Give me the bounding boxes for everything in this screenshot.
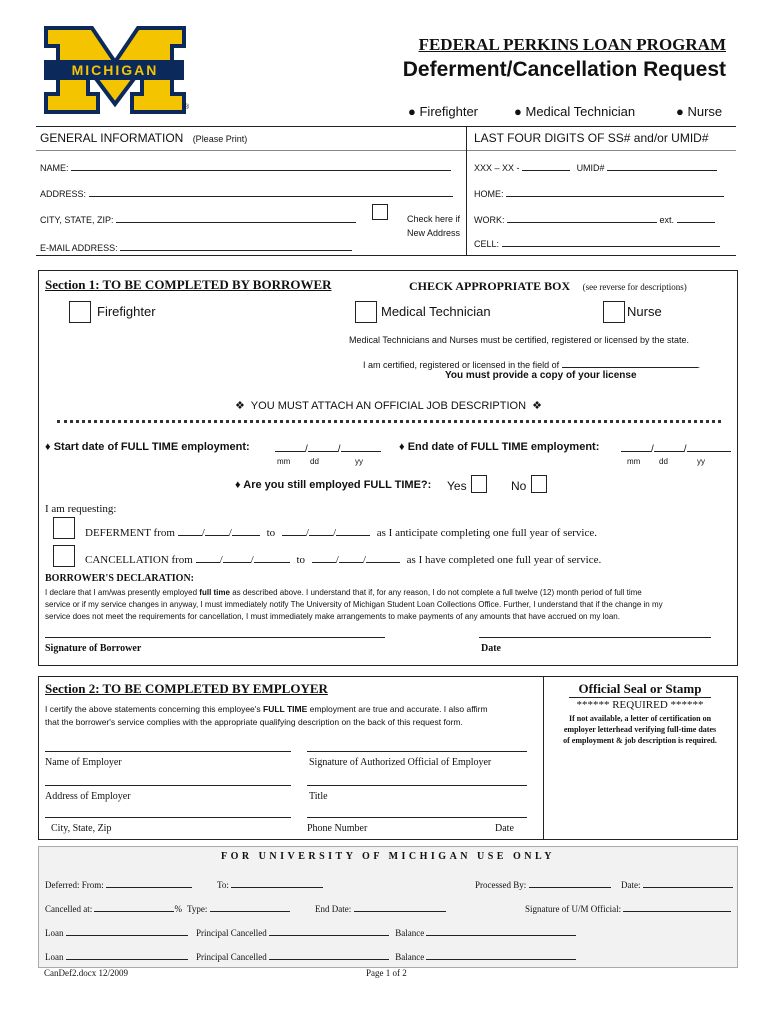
certification-note: Medical Technicians and Nurses must be certified, registered or licensed by the state.: [349, 335, 690, 345]
employer-address-line[interactable]: [45, 785, 291, 786]
office-use-title: FOR UNIVERSITY OF MICHIGAN USE ONLY: [221, 851, 555, 862]
form-title: Deferment/Cancellation Request: [402, 58, 726, 81]
end-dd: dd: [659, 457, 668, 466]
title-label: Title: [309, 791, 328, 802]
loan-row-2[interactable]: Loan Principal Cancelled Balance: [45, 949, 576, 962]
diamond-bullet-icon: ♦: [399, 441, 405, 453]
bullet-icon: ●: [514, 104, 522, 119]
home-phone-field[interactable]: HOME:: [474, 186, 724, 199]
attach-job-description: ❖ YOU MUST ATTACH AN OFFICIAL JOB DESCRIPTION ❖: [235, 400, 543, 412]
borrower-date-line[interactable]: [479, 637, 711, 638]
declaration-title: BORROWER'S DECLARATION:: [45, 573, 194, 584]
loan-row-1[interactable]: Loan Principal Cancelled Balance: [45, 925, 576, 938]
ssn-title: LAST FOUR DIGITS OF SS# and/or UMID#: [474, 131, 709, 145]
section-1-box: [38, 270, 738, 666]
um-official-signature-field[interactable]: Signature of U/M Official:: [525, 901, 731, 914]
general-info-section: [36, 126, 736, 256]
no-label: No: [511, 479, 527, 493]
type-field[interactable]: Type:: [187, 901, 290, 914]
start-dd: dd: [310, 457, 319, 466]
start-yy: yy: [355, 457, 363, 466]
section-2-box: [38, 676, 738, 840]
program-title: FEDERAL PERKINS LOAN PROGRAM: [418, 35, 726, 54]
deferment-row[interactable]: DEFERMENT from / / to / / as I anticipate completing one full year of service.: [85, 527, 597, 539]
end-mm: mm: [627, 457, 641, 466]
general-info-title: GENERAL INFORMATION (Please Print): [40, 131, 248, 145]
diamond-icon: ❖: [532, 400, 543, 412]
employer-address-label: Address of Employer: [45, 791, 131, 802]
yes-checkbox[interactable]: [471, 475, 487, 493]
employer-name-line[interactable]: [45, 751, 291, 752]
employer-date-label: Date: [495, 823, 514, 834]
page-number: Page 1 of 2: [366, 968, 407, 978]
phone-date-line[interactable]: [307, 817, 527, 818]
address-field[interactable]: ADDRESS:: [40, 186, 453, 199]
bullet-icon: ●: [408, 104, 416, 119]
nurse-label: Nurse: [627, 304, 662, 319]
start-date-field[interactable]: / /: [275, 441, 381, 455]
end-date-field[interactable]: / /: [621, 441, 731, 455]
title-line[interactable]: [307, 785, 527, 786]
bullet-icon: ●: [676, 104, 684, 119]
nurse-checkbox[interactable]: [603, 301, 625, 323]
end-date-label: ♦ End date of FULL TIME employment:: [399, 441, 600, 453]
start-mm: mm: [277, 457, 291, 466]
declaration-text: I declare that I am/was presently employed full time as described above. I understand that if, for any reason, I do not complete a full twelve (12) month period of full time service or if my service changes in anyway, I must immediately notify The University of Michigan Student Loan Collections Office. Further, I understand that if the change in my service does not meet the requirements for cancellation, I must immediately make arrangements to make payments of any amounts that have accrued on my loan.: [45, 588, 663, 621]
diamond-bullet-icon: ♦: [45, 441, 51, 453]
firefighter-label: Firefighter: [97, 304, 156, 319]
deferred-from-field[interactable]: Deferred: From:: [45, 877, 192, 890]
cancelled-at-field[interactable]: Cancelled at: %: [45, 901, 182, 914]
university-logo: [40, 24, 190, 114]
check-appropriate-box: CHECK APPROPRIATE BOX (see reverse for descriptions): [409, 279, 687, 293]
ssn-umid-field[interactable]: XXX – XX - UMID#: [474, 160, 717, 173]
document-id: CanDef2.docx 12/2009: [44, 968, 128, 978]
seal-stamp-area[interactable]: [547, 751, 733, 835]
city-state-zip-field[interactable]: CITY, STATE, ZIP:: [40, 212, 356, 225]
city-state-zip-label: City, State, Zip: [51, 823, 112, 834]
seal-required: ****** REQUIRED ******: [576, 699, 704, 711]
processed-date-field[interactable]: Date:: [621, 877, 733, 890]
authorized-signature-label: Signature of Authorized Official of Employer: [309, 757, 492, 768]
seal-title: Official Seal or Stamp: [578, 681, 702, 696]
name-field[interactable]: NAME:: [40, 160, 451, 173]
logo-wordmark: MICHIGAN: [71, 62, 159, 78]
email-field[interactable]: E-MAIL ADDRESS:: [40, 240, 352, 253]
no-checkbox[interactable]: [531, 475, 547, 493]
employer-certification-text: I certify the above statements concerning this employee's FULL TIME employment are true and accurate. I also affirm that the borrower's service complies with the appropriate qualifying description on the back of this request form.: [45, 704, 488, 727]
header-option-medtech: ● Medical Technician: [514, 104, 636, 119]
license-copy-note: You must provide a copy of your license: [445, 370, 637, 381]
phone-number-label: Phone Number: [307, 823, 368, 834]
deferment-checkbox[interactable]: [53, 517, 75, 539]
diamond-icon: ❖: [235, 400, 245, 412]
trademark-icon: ®: [184, 104, 190, 111]
medtech-label: Medical Technician: [381, 304, 491, 319]
city-state-zip-line[interactable]: [45, 817, 291, 818]
header-option-nurse: ● Nurse: [676, 104, 723, 119]
signature-borrower-label: Signature of Borrower: [45, 643, 142, 654]
work-phone-field[interactable]: WORK: ext.: [474, 212, 715, 225]
cancellation-row[interactable]: CANCELLATION from / / to / / as I have completed one full year of service.: [85, 554, 602, 566]
cell-phone-field[interactable]: CELL:: [474, 236, 720, 249]
still-employed-label: ♦ Are you still employed FULL TIME?:: [235, 479, 432, 491]
cancellation-checkbox[interactable]: [53, 545, 75, 567]
new-address-label: Check here if New Address: [406, 214, 460, 238]
firefighter-checkbox[interactable]: [69, 301, 91, 323]
employer-name-label: Name of Employer: [45, 757, 122, 768]
diamond-bullet-icon: ♦: [235, 479, 241, 491]
requesting-label: I am requesting:: [45, 503, 117, 515]
certification-field[interactable]: I am certified, registered or licensed in the field of .: [363, 357, 700, 370]
start-date-label: ♦ Start date of FULL TIME employment:: [45, 441, 250, 453]
office-use-section: [38, 846, 738, 968]
header-option-firefighter: ● Firefighter: [408, 104, 479, 119]
section-1-title: Section 1: TO BE COMPLETED BY BORROWER: [45, 277, 332, 292]
seal-note: If not available, a letter of certification on employer letterhead verifying full-time dates of employment & job description is required.: [563, 714, 717, 745]
processed-by-field[interactable]: Processed By:: [475, 877, 611, 890]
medtech-checkbox[interactable]: [355, 301, 377, 323]
borrower-signature-line[interactable]: [45, 637, 385, 638]
end-yy: yy: [697, 457, 705, 466]
end-date-field[interactable]: End Date:: [315, 901, 446, 914]
deferred-to-field[interactable]: To:: [217, 877, 323, 890]
yes-label: Yes: [447, 479, 467, 493]
borrower-date-label: Date: [481, 643, 501, 654]
authorized-signature-line[interactable]: [307, 751, 527, 752]
section-2-title: Section 2: TO BE COMPLETED BY EMPLOYER: [45, 681, 328, 696]
dotted-divider: [57, 420, 721, 423]
